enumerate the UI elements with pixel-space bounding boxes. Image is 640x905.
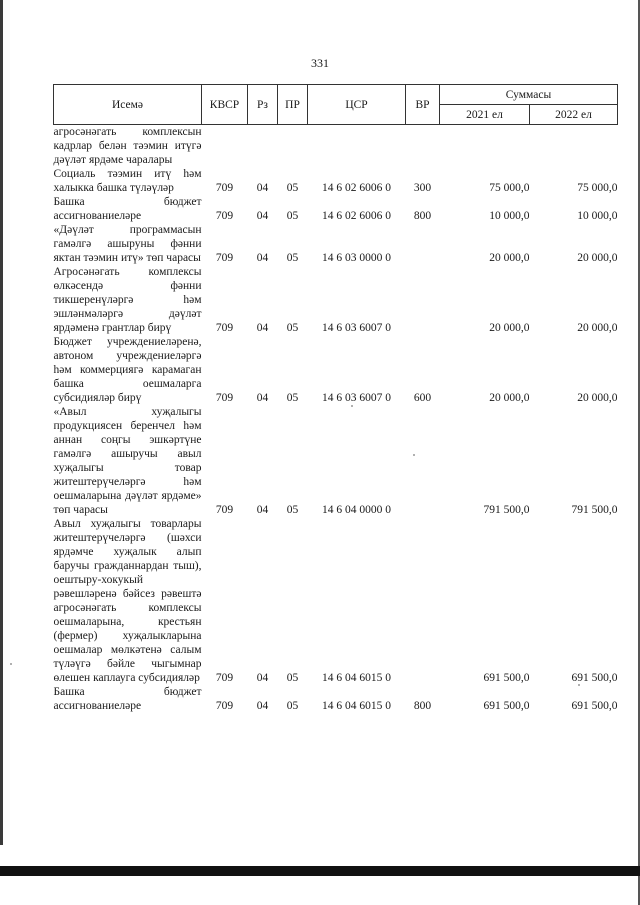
scan-speck [351, 405, 353, 407]
row-sum-2022: 20 000,0 [577, 322, 618, 334]
row-rz: 04 [256, 504, 269, 516]
scan-speck [413, 454, 415, 456]
row-pr: 05 [286, 252, 299, 264]
row-sum-2021: 691 500,0 [483, 672, 530, 684]
row-kvsr: 709 [215, 322, 234, 334]
row-name: Социаль тәэмин итү һәм халыкка башка түләүләр [53, 168, 202, 194]
row-vr [406, 517, 440, 685]
row-csr: 14 6 02 6006 0 [322, 210, 391, 222]
row-vr [406, 405, 440, 517]
table-body [54, 125, 618, 714]
row-csr: 14 6 03 6007 0 [322, 322, 391, 334]
row-sum-2022: 791 500,0 [571, 504, 618, 516]
row-sum-2021: 791 500,0 [483, 504, 530, 516]
table-row [54, 195, 618, 223]
row-sum-2022: 20 000,0 [577, 252, 618, 264]
row-csr: 14 6 04 6015 0 [322, 672, 391, 684]
header-name: Исемә [54, 85, 202, 125]
table-row [54, 405, 618, 517]
header-csr: ЦСР [308, 85, 406, 125]
row-name: Бюджет учреждениеләренә, автоном учреждениеләргә һәм коммерциягә карамаган башка оешмаларга субсидияләр бирү [53, 336, 202, 404]
scan-left-edge [0, 0, 3, 845]
scan-speck [578, 684, 580, 686]
header-pr: ПР [278, 85, 308, 125]
row-csr: 14 6 03 6007 0 [322, 392, 391, 404]
header-vr: ВР [406, 85, 440, 125]
row-name: Башка бюджет ассигнованиеләре [53, 196, 202, 222]
row-name: Авыл хуҗалыгы товарлары житештерүчеләргә (шәхси ярдәмче хуҗалык алып баручы гражданнардан тыш), оештыру-хокукый рәвешләренә бәйсез рәвештә агросәнәгать комплексы оешмаларына, крестьян (фермер) хуҗалыкларына оешмалар мөлкәтенә салым түләүгә бәйле чыгымнар өлешен каплауга субсидияләр [53, 518, 202, 684]
row-sum-2022 [530, 125, 618, 168]
row-kvsr: 709 [215, 210, 234, 222]
row-rz: 04 [256, 210, 269, 222]
row-sum-2021 [440, 125, 530, 168]
row-csr: 14 6 03 0000 0 [322, 252, 391, 264]
header-year-2021: 2021 ел [440, 105, 530, 125]
header-year-2022: 2022 ел [530, 105, 618, 125]
row-csr: 14 6 02 6006 0 [322, 182, 391, 194]
row-kvsr: 709 [215, 392, 234, 404]
row-vr: 800 [413, 210, 432, 222]
row-csr: 14 6 04 0000 0 [322, 504, 391, 516]
row-sum-2021: 20 000,0 [489, 252, 530, 264]
row-rz [248, 125, 278, 168]
row-rz: 04 [256, 252, 269, 264]
table-header [54, 85, 618, 125]
row-name: «Авыл хуҗалыгы продукциясен беренчел һәм аннан соңгы эшкәртүне гамәлгә ашыручы авыл хуҗалыгы товар житештерүчеләргә һәм оешмаларына дәүләт ярдәме» төп чарасы [53, 406, 202, 516]
row-sum-2022: 75 000,0 [577, 182, 618, 194]
header-sums: Суммасы [440, 85, 618, 105]
row-sum-2021: 20 000,0 [489, 392, 530, 404]
table-row [54, 223, 618, 265]
row-kvsr: 709 [215, 672, 234, 684]
row-name: агросәнәгать комплексын кадрлар белән тәэмин итүгә дәүләт ярдәме чаралары [53, 126, 202, 166]
row-kvsr: 709 [215, 182, 234, 194]
row-sum-2021: 10 000,0 [489, 210, 530, 222]
scan-bottom-band [0, 866, 640, 876]
table-row [54, 335, 618, 405]
table-row [54, 517, 618, 685]
row-vr [406, 265, 440, 335]
table-row [54, 167, 618, 195]
header-rz: Рз [248, 85, 278, 125]
row-name: Башка бюджет ассигнованиеләре [53, 686, 202, 712]
row-vr [406, 125, 440, 168]
row-kvsr: 709 [215, 504, 234, 516]
row-name: «Дәүләт программасын гамәлгә ашыруны фәнни яктан тәэмин итү» төп чарасы [53, 224, 202, 264]
row-sum-2022: 10 000,0 [577, 210, 618, 222]
row-pr: 05 [286, 210, 299, 222]
budget-table [53, 84, 618, 713]
row-pr: 05 [286, 700, 299, 712]
row-rz: 04 [256, 700, 269, 712]
row-vr [406, 223, 440, 265]
row-sum-2022: 691 500,0 [571, 700, 618, 712]
row-rz: 04 [256, 392, 269, 404]
row-csr: 14 6 04 6015 0 [322, 700, 391, 712]
row-pr: 05 [286, 672, 299, 684]
row-rz: 04 [256, 182, 269, 194]
row-sum-2021: 75 000,0 [489, 182, 530, 194]
row-pr: 05 [286, 392, 299, 404]
table-row [54, 125, 618, 168]
row-sum-2021: 691 500,0 [483, 700, 530, 712]
row-pr: 05 [286, 504, 299, 516]
row-sum-2021: 20 000,0 [489, 322, 530, 334]
row-vr: 300 [413, 182, 432, 194]
table-row [54, 265, 618, 335]
row-sum-2022: 20 000,0 [577, 392, 618, 404]
row-kvsr: 709 [215, 252, 234, 264]
row-rz: 04 [256, 322, 269, 334]
row-sum-2022: 691 500,0 [571, 672, 618, 684]
row-kvsr [202, 125, 248, 168]
row-name: Агросәнәгать комплексы өлкәсендә фәнни тикшеренүләргә һәм эшләнмәләргә дәүләт ярдәменә грантлар бирү [53, 266, 202, 334]
row-csr [308, 125, 406, 168]
row-pr [278, 125, 308, 168]
table-row [54, 685, 618, 713]
scan-speck [10, 663, 12, 665]
row-pr: 05 [286, 182, 299, 194]
header-kvsr: КВСР [202, 85, 248, 125]
page-number: 331 [311, 56, 329, 70]
row-vr: 800 [413, 700, 432, 712]
row-vr: 600 [413, 392, 432, 404]
row-rz: 04 [256, 672, 269, 684]
row-kvsr: 709 [215, 700, 234, 712]
row-pr: 05 [286, 322, 299, 334]
